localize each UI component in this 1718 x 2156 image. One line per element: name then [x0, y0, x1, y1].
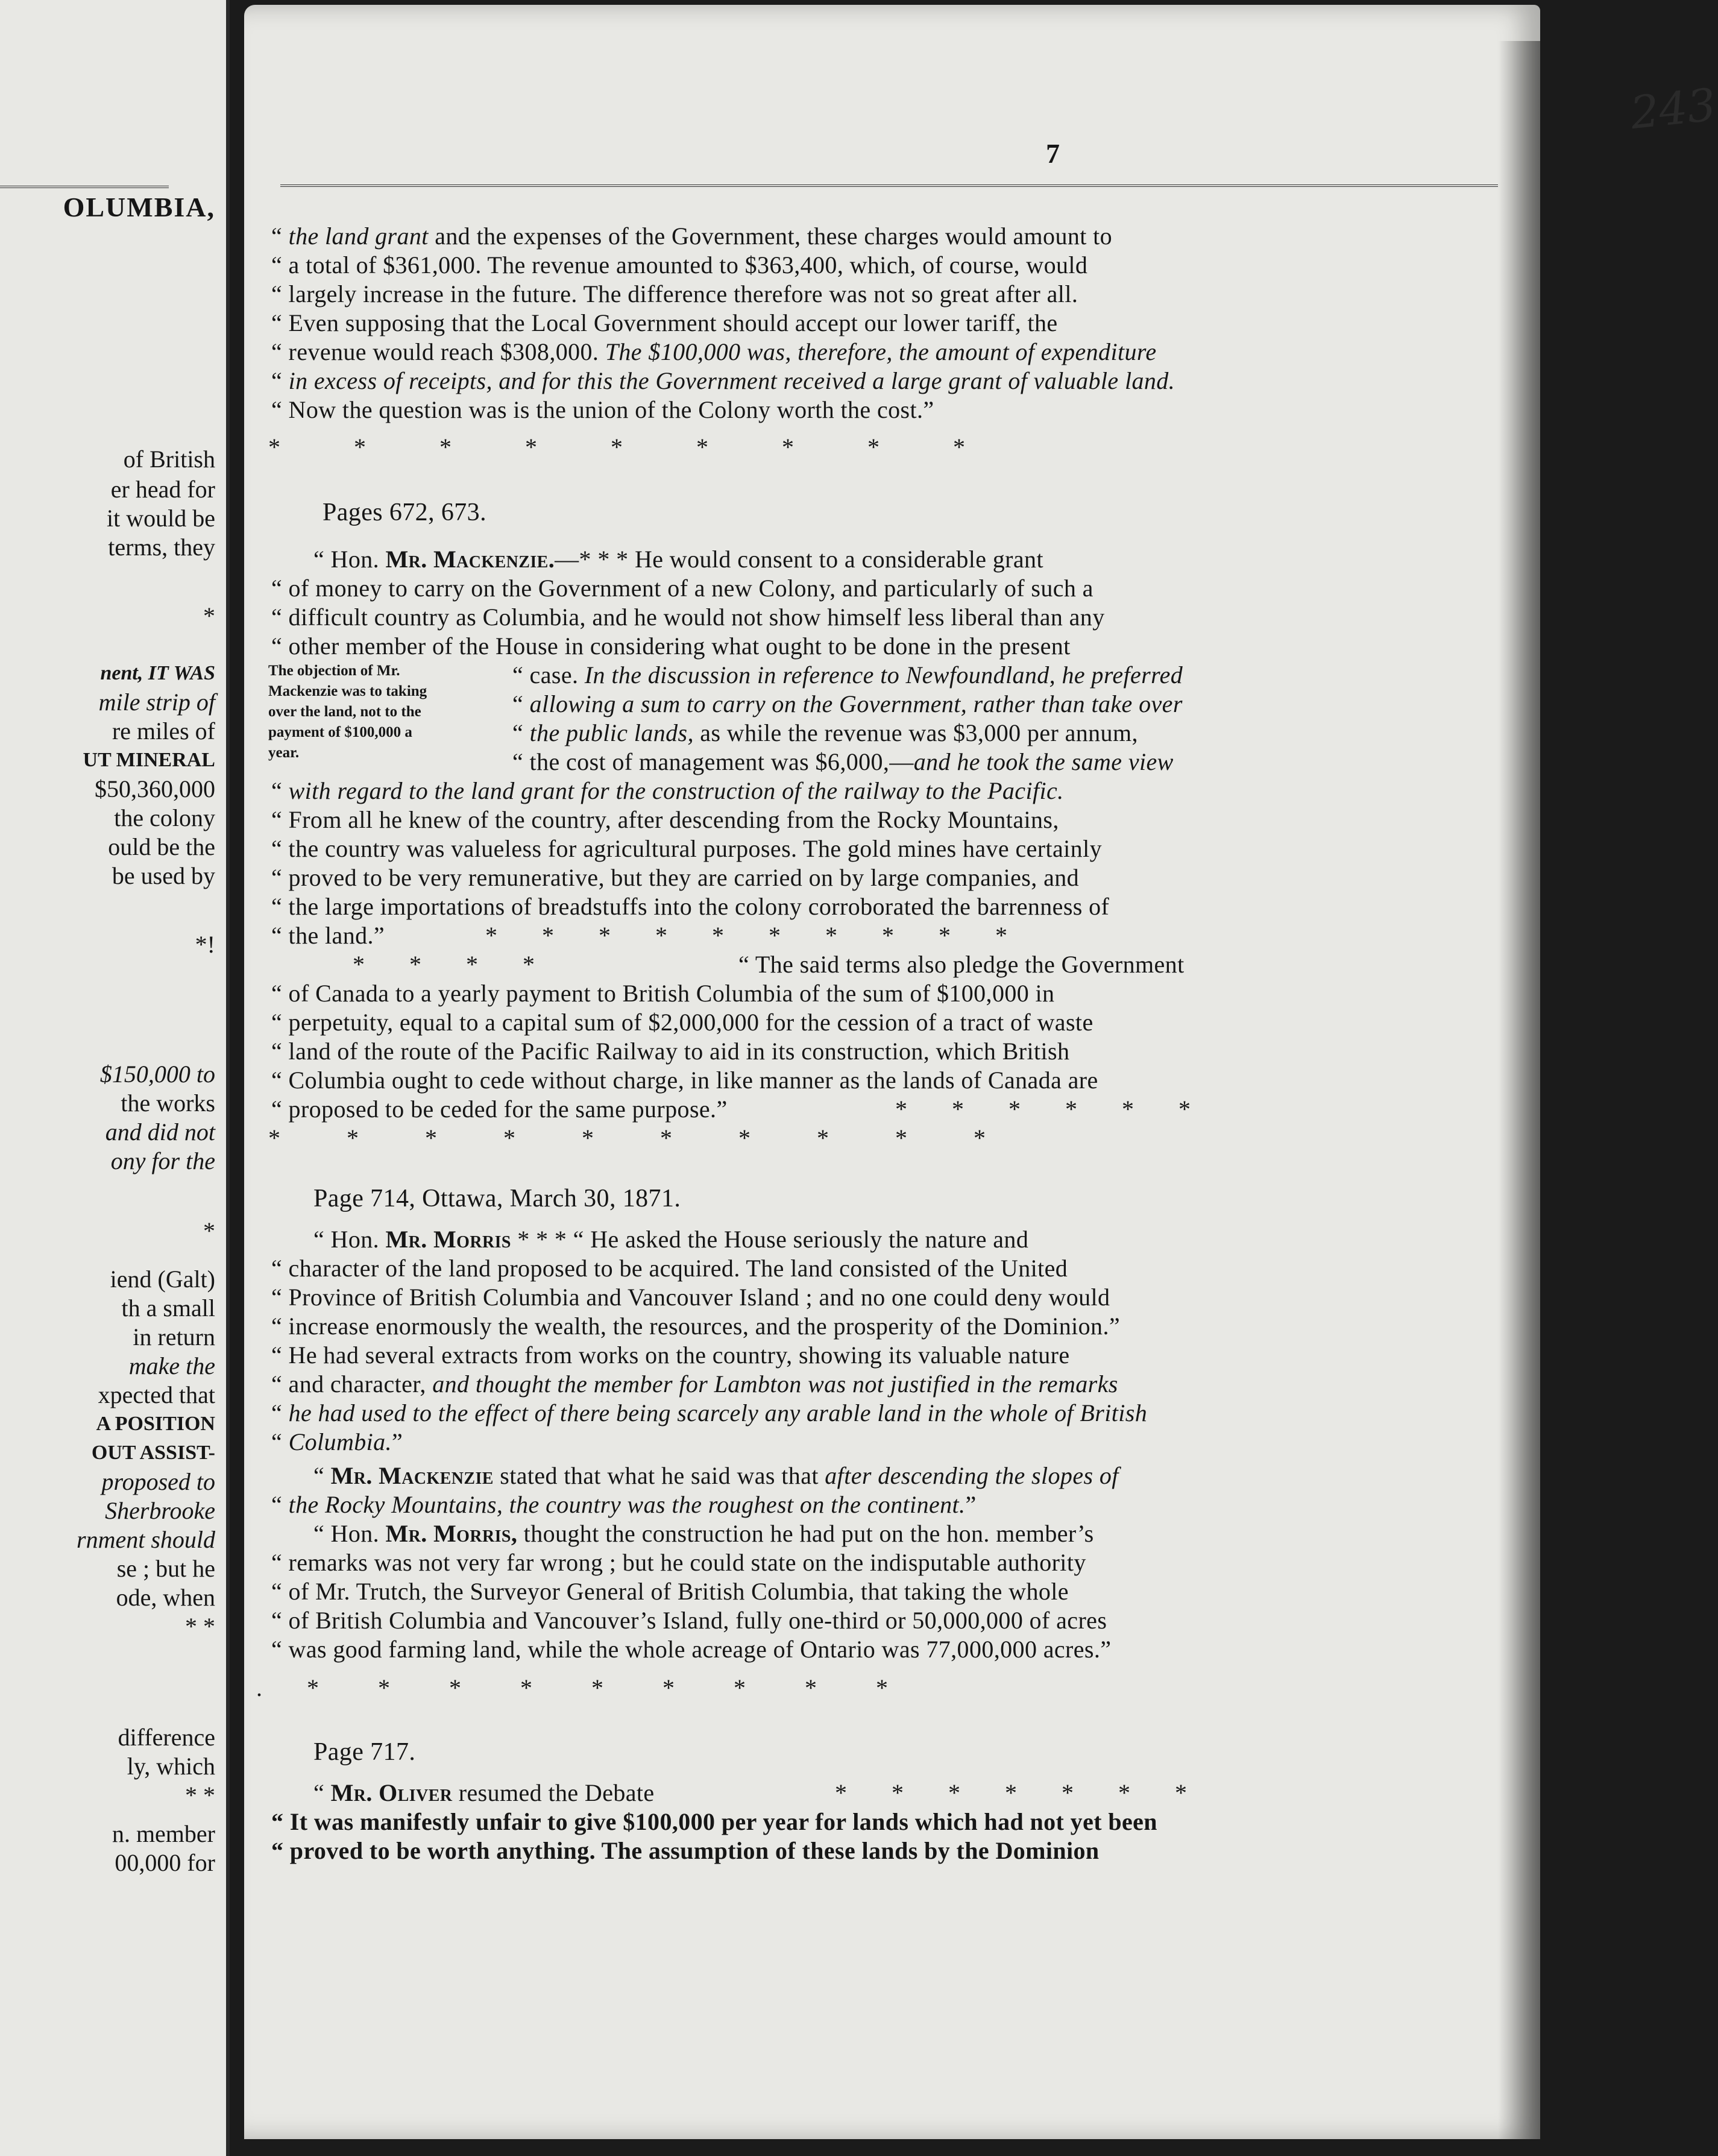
left-page-line: the works [121, 1089, 215, 1117]
left-page-line: $50,360,000 [95, 775, 215, 802]
paragraph-6-line-5: “ was good farming land, while the whole acreage of Ontario was 77,000,000 acres.” [271, 1636, 1112, 1663]
left-facing-page [0, 0, 230, 2156]
left-page-title: OLUMBIA, [63, 192, 215, 222]
paragraph-3-line-3: “ perpetuity, equal to a capital sum of $2,000,000 for the cession of a tract of waste [271, 1009, 1093, 1036]
paragraph-2-line-11: “ the country was valueless for agricultural purposes. The gold mines have certainly [271, 835, 1102, 862]
left-page-line: and did not [105, 1118, 215, 1146]
left-page-line: rnment should [77, 1526, 215, 1553]
left-page-line: OUT ASSIST- [91, 1442, 215, 1464]
paragraph-4-line-7: “ he had used to the effect of there being scarcely any arable land in the whole of British [271, 1399, 1148, 1426]
paragraph-2-line-10: “ From all he knew of the country, after descending from the Rocky Mountains, [271, 806, 1059, 833]
left-page-line: xpected that [98, 1381, 215, 1408]
left-page-line: make the [128, 1352, 215, 1379]
paragraph-3-line-2: “ of Canada to a yearly payment to British Columbia of the sum of $100,000 in [271, 980, 1055, 1007]
left-page-line: * [203, 1217, 215, 1244]
paragraph-3-line-4: “ land of the route of the Pacific Railway to aid in its construction, which British [271, 1038, 1070, 1065]
paragraph-2-line-3: “ difficult country as Columbia, and he would not show himself less liberal than any [271, 604, 1105, 631]
paragraph-1-line-1: “ the land grant and the expenses of the Government, these charges would amount to [271, 222, 1113, 250]
paragraph-3-line-6: “ proposed to be ceded for the same purpose.” [271, 1095, 728, 1123]
left-page-line: difference [118, 1724, 215, 1751]
paragraph-3-line-1: “ The said terms also pledge the Government [738, 951, 1185, 978]
left-page-line: mile strip of [98, 689, 215, 716]
paragraph-2-line-12: “ proved to be very remunerative, but they are carried on by large companies, and [271, 864, 1080, 891]
left-page-line: er head for [110, 476, 215, 503]
paragraph-1-line-6: “ in excess of receipts, and for this the Government received a large grant of valuable land. [271, 367, 1175, 394]
left-page-line: in return [133, 1323, 215, 1351]
asterisk-run-2: * * * * * * * * * * [485, 922, 1008, 949]
paragraph-5-line-2: “ the Rocky Mountains, the country was the roughest on the continent.” [271, 1491, 977, 1518]
paragraph-4-line-2: “ character of the land proposed to be acquired. The land consisted of the United [271, 1255, 1068, 1282]
left-page-line: iend (Galt) [110, 1266, 215, 1293]
header-rule [280, 184, 1498, 187]
left-page-line: the colony [114, 804, 215, 831]
left-page-line: terms, they [108, 534, 215, 561]
left-page-line: proposed to [101, 1468, 215, 1495]
paragraph-6-line-2: “ remarks was not very far wrong ; but he could state on the indisputable authority [271, 1549, 1086, 1576]
paragraph-4-line-8: “ Columbia.” [271, 1428, 403, 1455]
paragraph-4-line-4: “ increase enormously the wealth, the resources, and the prosperity of the Dominion.” [271, 1313, 1121, 1340]
left-page-line: be used by [112, 862, 215, 889]
left-page-line: * * [185, 1613, 215, 1640]
left-page-line: it would be [107, 505, 215, 532]
asterisk-run-5: * * * * * * * [835, 1779, 1188, 1806]
left-page-line: ly, which [127, 1753, 215, 1780]
left-page-line: re miles of [112, 717, 215, 745]
paragraph-2-line-5: “ case. In the discussion in reference to Newfoundland, he preferred [512, 661, 1183, 689]
handwritten-folio-number: 243 [1628, 78, 1718, 140]
paragraph-1-line-5: “ revenue would reach $308,000. The $100,000 was, therefore, the amount of expenditure [271, 338, 1157, 365]
section-heading-page-717: Page 717. [313, 1738, 416, 1766]
left-page-line: ony for the [110, 1147, 215, 1174]
paragraph-1-line-2: “ a total of $361,000. The revenue amounted to $363,400, which, of course, would [271, 251, 1088, 279]
paragraph-5-line-1: “ Mr. Mackenzie stated that what he said was that after descending the slopes of [313, 1462, 1119, 1489]
paragraph-3-line-5: “ Columbia ought to cede without charge, in like manner as the lands of Canada are [271, 1067, 1098, 1094]
asterisk-divider-1: * * * * * * * * * [268, 433, 966, 461]
left-page-line: UT MINERAL [83, 749, 215, 771]
left-page-line: 00,000 for [115, 1849, 215, 1876]
left-page-line: ode, when [116, 1584, 215, 1611]
asterisk-divider-3: . * * * * * * * * * [256, 1674, 889, 1701]
paragraph-2-line-2: “ of money to carry on the Government of a new Colony, and particularly of such a [271, 575, 1093, 602]
left-page-line: ould be the [108, 833, 215, 860]
main-page: 243 7 “ the land grant and the expenses of the Government, these charges would amount to “ a total of $361,000. The revenue amounted to $363,400, which, of course, would “ largely increase in the future. The difference therefore was not so great after all. “ Even supposing that the Local Government should accept our lower tariff, the “ revenue would reach $308,000. The $100,000 was, therefore, the amount of expenditure “ in excess of receipts, and for this the Government received a large grant of valuable land. “ Now the question was is the union of the Colony worth the cost.” * * * * * * * * * Pages 672, 673. “ Hon. Mr. Mackenzie.—* * * He would consent to a considerable grant “ of money to carry on the Government of a new Colony, and particularly of such a “ difficult country as Columbia, and he would not show himself less liberal than any “ other member of the House in considering what ought to be done in the present The objection of Mr. Mackenzie was to taking over the land, not to the payment of $100,000 a year. “ case. In the discussion in reference to Newfoundland, he preferred “ allowing a sum to carry on the Government, rather than take over “ the public lands, as while the revenue was $3,000 per annum, “ the cost of management was $6,000,—and he took the same view “ with regard to the land grant for the construction of the railway to the Pacific. “ From all he knew of the country, after descending from the Rocky Mountains, “ the country was valueless for agricultural purposes. The gold mines have certainly “ proved to be very remunerative, but they are carried on by large companies, and “ the large importations of breadstuffs into the colony corroborated the barrenness of “ the land.” * * * * * * * * * * * * * * “ The said terms also pledge the Government “ of Canada to a yearly payment to British Columbia of the sum of $100,000 in “ perpetuity, equal to a capital sum of $2,000,000 for the cession of a tract of waste “ land of the route of the Pacific Railway to aid in its construction, which British “ Columbia ought to cede without charge, in like manner as the lands of Canada are “ proposed to be ceded for the same purpose.” * * * * * * * * * * * * * * * * Page 714, Ottawa, March 30, 1871. “ Hon. Mr. Morris * * * “ He asked the House seriously the nature and “ character of the land proposed to be acquired. The land consisted of the United “ Province of British Columbia and Vancouver Island ; and no one could deny would “ increase enormously the wealth, the resources, and the prosperity of the Dominion.” “ He had several extracts from works on the country, showing its valuable nature “ and character, and thought the member for Lambton was not justified in the remarks “ he had used to the effect of there being scarcely any arable land in the whole of British “ Columbia.” “ Mr. Mackenzie stated that what he said was that after descending the slopes of “ the Rocky Mountains, the country was the roughest on the continent.” “ Hon. Mr. Morris, thought the construction he had put on the hon. member’s “ remarks was not very far wrong ; but he could state on the indisputable authority “ of Mr. Trutch, the Surveyor General of British Columbia, that taking the whole “ of British Columbia and Vancouver’s Island, fully one-third or 50,000,000 of acres “ was good farming land, while the whole acreage of Ontario was 77,000,000 acres.” . * * * * * * * * * Page 717. “ Mr. Oliver resumed the Debate * * * * * * * “ It was manifestly unfair to give $100,000 per year for lands which had not yet been “ proved to be worth anything. The assumption of these lands by the Dominion [244, 5, 1540, 2139]
left-page-line: n. member [112, 1820, 215, 1847]
paragraph-7-line-3: “ proved to be worth anything. The assumption of these lands by the Dominion [271, 1837, 1100, 1864]
paragraph-4-line-6: “ and character, and thought the member for Lambton was not justified in the remarks [271, 1370, 1118, 1398]
paragraph-2-line-6: “ allowing a sum to carry on the Government, rather than take over [512, 690, 1183, 717]
paragraph-6-line-1: “ Hon. Mr. Morris, thought the construction he had put on the hon. member’s [313, 1520, 1094, 1547]
paragraph-4-line-1: “ Hon. Mr. Morris * * * “ He asked the House seriously the nature and [313, 1226, 1029, 1253]
left-page-line: nent, IT WAS [100, 662, 215, 684]
asterisk-divider-2: * * * * * * * * * * [268, 1124, 987, 1152]
paragraph-2-line-13: “ the large importations of breadstuffs into the colony corroborated the barrenness of [271, 893, 1110, 920]
paragraph-4-line-5: “ He had several extracts from works on the country, showing its valuable nature [271, 1341, 1070, 1369]
left-header-rule [0, 186, 169, 188]
paragraph-7-line-2: “ It was manifestly unfair to give $100,000 per year for lands which had not yet been [271, 1808, 1157, 1835]
asterisk-run-3: * * * * [353, 951, 536, 978]
section-heading-page-714: Page 714, Ottawa, March 30, 1871. [313, 1185, 681, 1212]
paragraph-4-line-3: “ Province of British Columbia and Vancouver Island ; and no one could deny would [271, 1284, 1110, 1311]
paragraph-1-line-7: “ Now the question was is the union of the Colony worth the cost.” [271, 396, 934, 423]
paragraph-2-line-14: “ the land.” [271, 922, 385, 949]
left-page-line: th a small [121, 1294, 215, 1322]
left-page-line: * * [185, 1782, 215, 1809]
paragraph-7-line-1: “ Mr. Oliver resumed the Debate [313, 1779, 655, 1806]
left-page-line: of British [123, 446, 215, 473]
section-heading-pages-672-673: Pages 672, 673. [323, 499, 486, 526]
left-page-line: Sherbrooke [105, 1497, 215, 1524]
left-page-line: * [203, 602, 215, 629]
paragraph-6-line-3: “ of Mr. Trutch, the Surveyor General of British Columbia, that taking the whole [271, 1578, 1069, 1605]
left-page-line: A POSITION [96, 1413, 215, 1435]
paragraph-2-line-7: “ the public lands, as while the revenue was $3,000 per annum, [512, 719, 1138, 746]
paragraph-6-line-4: “ of British Columbia and Vancouver’s Island, fully one-third or 50,000,000 of acres [271, 1607, 1107, 1634]
paragraph-2-line-4: “ other member of the House in considering what ought to be done in the present [271, 632, 1071, 660]
paragraph-2-line-8: “ the cost of management was $6,000,—and he took the same view [512, 748, 1174, 775]
paragraph-2-line-1: “ Hon. Mr. Mackenzie.—* * * He would consent to a considerable grant [313, 546, 1043, 573]
page-number: 7 [1046, 138, 1060, 169]
left-page-line: se ; but he [116, 1555, 215, 1582]
paragraph-2-line-9: “ with regard to the land grant for the construction of the railway to the Pacific. [271, 777, 1064, 804]
page-gutter-shadow [1498, 41, 1540, 2139]
paragraph-1-line-3: “ largely increase in the future. The difference therefore was not so great after all. [271, 280, 1078, 307]
asterisk-run-4: * * * * * * [895, 1095, 1192, 1123]
paragraph-1-line-4: “ Even supposing that the Local Government should accept our lower tariff, the [271, 309, 1058, 336]
left-page-line: $150,000 to [99, 1061, 215, 1088]
left-page-line: *! [195, 931, 215, 958]
